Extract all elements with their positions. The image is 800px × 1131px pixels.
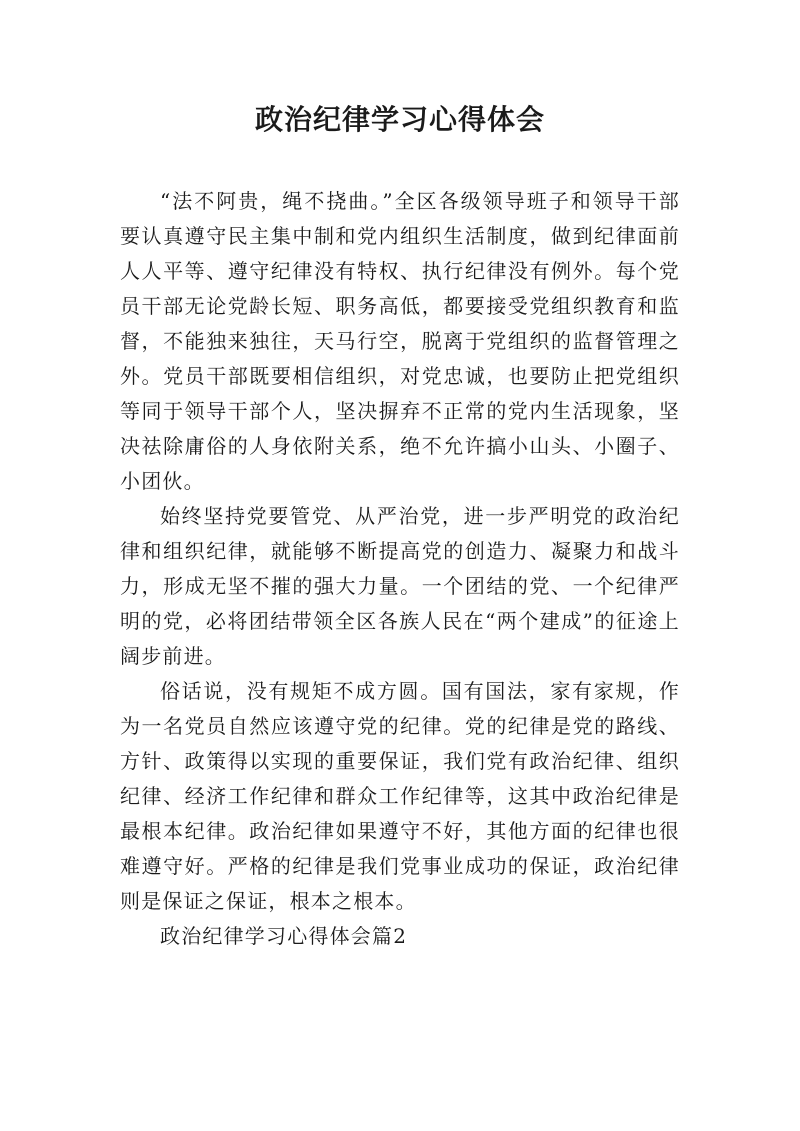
section-heading-part-2: 政治纪律学习心得体会篇2 bbox=[160, 924, 408, 948]
document-title: 政治纪律学习心得体会 bbox=[254, 103, 545, 136]
paragraph-2: 始终坚持党要管党、从严治党，进一步严明党的政治纪律和组织纪律，就能够不断提高党的创造力、凝聚力和战斗力，形成无坚不摧的强大力量。一个团结的党、一个纪律严明的党，必将团结带领全区各族人民在“两个建成”的征途上阔步前进。 bbox=[120, 504, 680, 668]
paragraph-1: “法不阿贵，绳不挠曲。”全区各级领导班子和领导干部要认真遵守民主集中制和党内组织生活制度，做到纪律面前人人平等、遵守纪律没有特权、执行纪律没有例外。每个党员干部无论党龄长短、职务高低，都要接受党组织教育和监督，不能独来独往，天马行空，脱离于党组织的监督管理之外。党员干部既要相信组织，对党忠诚，也要防止把党组织等同于领导干部个人，坚决摒弃不正常的党内生活现象，坚决祛除庸俗的人身依附关系，绝不允许搞小山头、小圈子、小团伙。 bbox=[120, 189, 680, 493]
paragraph-3: 俗话说，没有规矩不成方圆。国有国法，家有家规，作为一名党员自然应该遵守党的纪律。党的纪律是党的路线、方针、政策得以实现的重要保证，我们党有政治纪律、组织纪律、经济工作纪律和群众工作纪律等，这其中政治纪律是最根本纪律。政治纪律如果遵守不好，其他方面的纪律也很难遵守好。严格的纪律是我们党事业成功的保证，政治纪律则是保证之保证，根本之根本。 bbox=[120, 679, 680, 913]
document-body bbox=[120, 184, 680, 954]
